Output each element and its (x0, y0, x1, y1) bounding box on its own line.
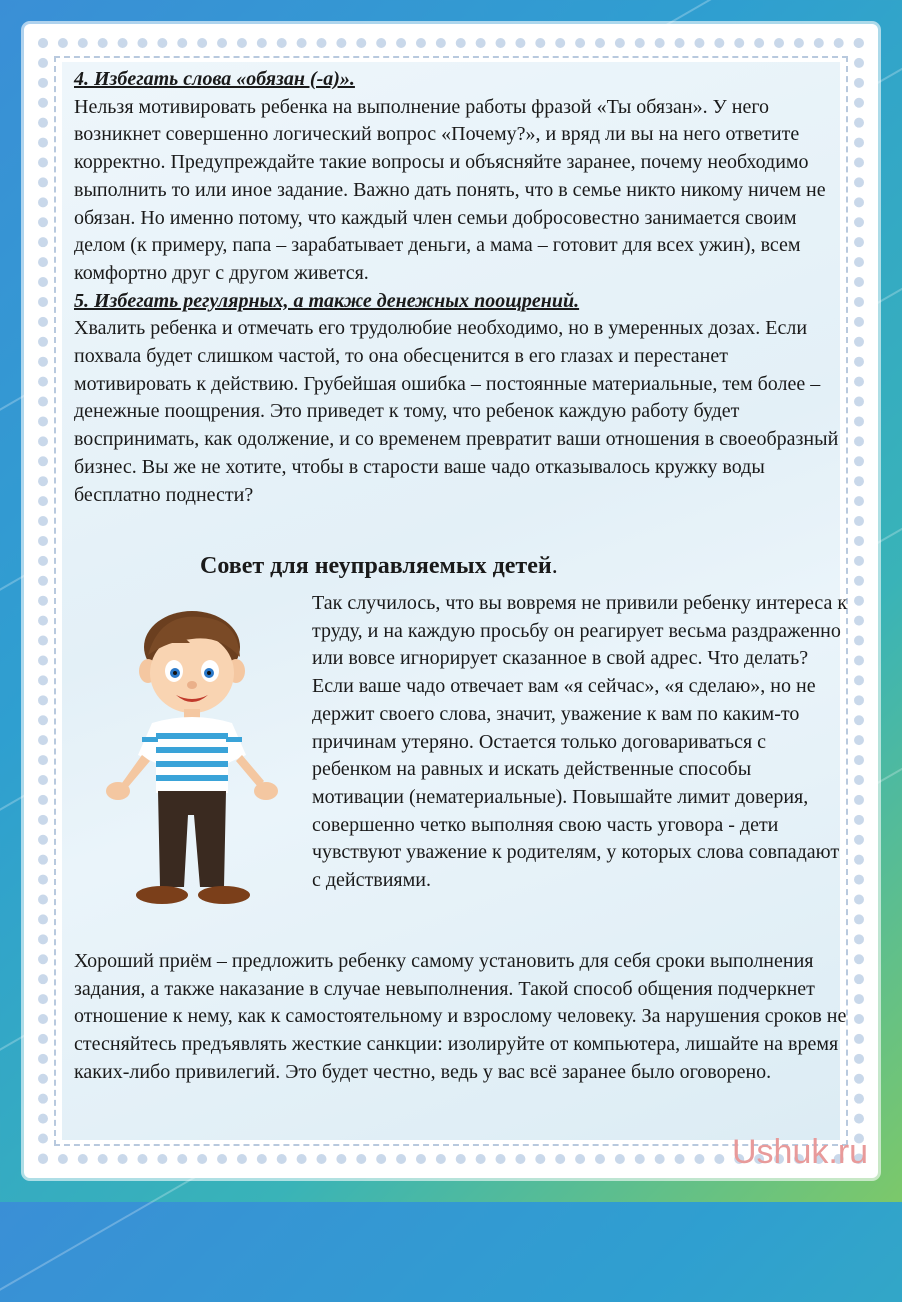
top-text-block (74, 66, 848, 509)
closing-paragraph: Хороший приём – предложить ребенку самому установить для себя сроки выполнения задания, а также наказание в случае невыполнения. Такой способ общения подчеркнет отношение к нему, как к самостоятельному и взрослому человеку. За нарушения сроков не стесняйтесь предъявлять жесткие санкции: изолируйте от компьютера, лишайте на время каких-либо привилегий. Это будет честно, ведь у вас всё заранее было оговорено. (74, 950, 847, 1083)
watermark: Ushuk.ru (732, 1133, 869, 1171)
boy-illustration (100, 605, 285, 915)
advice-paragraph-1: Так случилось, что вы вовремя не привили ребенку интереса к труду, и на каждую просьбу он реагирует весьма раздраженно или вовсе игнорирует сказанное в свой адрес. Что делать? (312, 592, 848, 670)
advice-title: Совет для неуправляемых детей. (200, 553, 558, 579)
section-5-heading: 5. Избегать регулярных, а также денежных поощрений. (74, 289, 580, 312)
advice-text-block (312, 590, 848, 895)
closing-text-block (74, 948, 848, 1087)
section-4-text: Нельзя мотивировать ребенка на выполнение работы фразой «Ты обязан». У него возникнет совершенно логический вопрос «Почему?», и вряд ли вы на него ответите корректно. Предупреждайте такие вопросы и объясняйте заранее, почему необходимо выполнить то или иное задание. Важно дать понять, что в семье никто никому ничем не обязан. Но именно потому, что каждый член семьи добросовестно занимается своим делом (к примеру, папа – зарабатывает деньги, а мама – готовит для всех ужин), всем комфортно друг с другом живется. (74, 95, 826, 284)
section-5-text: Хвалить ребенка и отмечать его трудолюбие необходимо, но в умеренных дозах. Если похвала будет слишком частой, то она обесценится в его глазах и перестанет мотивировать к действию. Грубейшая ошибка – постоянные материальные, тем более – денежные поощрения. Это приведет к тому, что ребенок каждую работу будет воспринимать, как одолжение, и со временем превратит ваши отношения в своеобразный бизнес. Вы же не хотите, чтобы в старости ваше чадо отказывалось кружку воды бесплатно поднести? (74, 317, 839, 506)
advice-paragraph-2: Если ваше чадо отвечает вам «я сейчас», «я сделаю», но не держит своего слова, значит, уважение к вам по каким-то причинам утеряно. Остается только договариваться с ребенком на равных и искать действенные способы мотивации (нематериальные). Повышайте лимит доверия, совершенно четко выполняя свою часть уговора - дети чувствуют уважение к родителям, у которых слова совпадают с действиями. (312, 675, 840, 892)
section-4-heading: 4. Избегать слова «обязан (-а)». (74, 68, 355, 90)
